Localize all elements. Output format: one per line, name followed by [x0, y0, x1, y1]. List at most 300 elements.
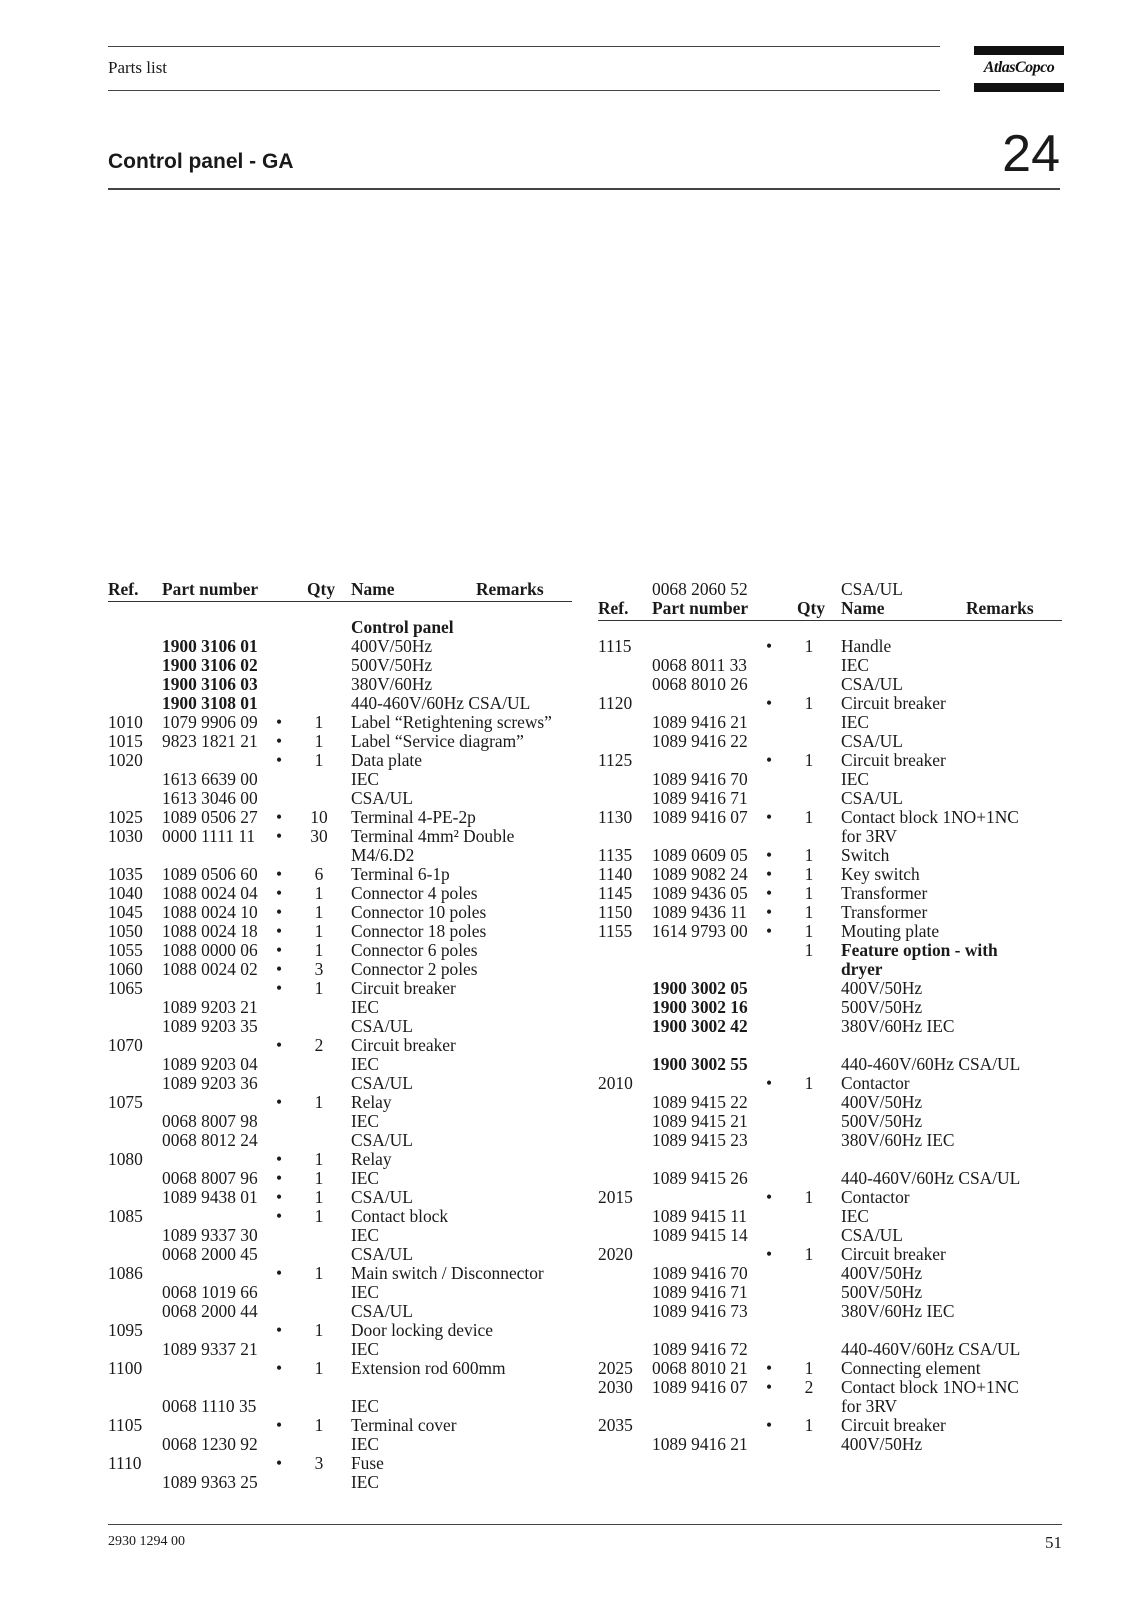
qty-cell: 1 — [804, 693, 814, 713]
table-row — [598, 694, 1062, 713]
qty-cell: 1 — [314, 1187, 324, 1207]
table-row — [108, 960, 572, 979]
name-cell: Fuse — [351, 1453, 384, 1473]
name-cell: Data plate — [351, 750, 422, 770]
name-cell: for 3RV — [841, 1396, 898, 1416]
bullet-cell: • — [766, 864, 773, 884]
ref-cell: 1155 — [598, 921, 633, 941]
col-header-qty: Qty — [307, 579, 336, 599]
bullet-cell: • — [276, 1168, 283, 1188]
left-rows — [108, 618, 572, 1492]
name-cell: CSA/UL — [351, 1130, 413, 1150]
name-cell: CSA/UL — [351, 1301, 413, 1321]
ref-cell: 1080 — [108, 1149, 143, 1169]
col-header-ref: Ref. — [108, 579, 139, 599]
ref-cell: 1060 — [108, 959, 143, 979]
name-cell: Label “Retightening screws” — [351, 712, 552, 732]
qty-cell: 1 — [804, 883, 814, 903]
table-row — [598, 1397, 1062, 1416]
table-row — [108, 846, 572, 865]
part-number-cell: 1088 0024 18 — [162, 921, 258, 941]
bullet-cell: • — [766, 902, 773, 922]
name-cell: Connector 6 poles — [351, 940, 478, 960]
name-cell: IEC — [841, 1206, 870, 1226]
col-header-remarks: Remarks — [966, 598, 1034, 618]
table-row — [598, 1264, 1062, 1283]
part-number-cell: 1089 9415 11 — [652, 1206, 748, 1226]
bullet-cell: • — [276, 921, 283, 941]
bullet-cell: • — [276, 712, 283, 732]
part-number-cell: 1089 9416 72 — [652, 1339, 748, 1359]
bullet-cell: • — [766, 883, 773, 903]
header-rule-bottom — [108, 90, 940, 91]
table-row — [108, 751, 572, 770]
table-row — [108, 770, 572, 789]
table-row — [108, 1074, 572, 1093]
table-row — [598, 884, 1062, 903]
ref-cell: 1085 — [108, 1206, 143, 1226]
table-row — [598, 827, 1062, 846]
page-number: 51 — [1045, 1533, 1062, 1552]
table-row — [108, 998, 572, 1017]
name-cell: Terminal cover — [351, 1415, 457, 1435]
name-cell: 380V/60Hz IEC — [841, 1301, 955, 1321]
ref-cell: 1086 — [108, 1263, 143, 1283]
table-row — [598, 1150, 1062, 1169]
name-cell: 380V/60Hz IEC — [841, 1130, 955, 1150]
name-cell: IEC — [351, 1054, 380, 1074]
name-cell: IEC — [841, 769, 870, 789]
table-row — [108, 1359, 572, 1378]
bullet-cell: • — [766, 807, 773, 827]
part-number-cell: 1614 9793 00 — [652, 921, 748, 941]
header-label: Parts list — [108, 58, 168, 77]
table-row — [598, 1435, 1062, 1454]
name-cell: Handle — [841, 636, 892, 656]
ref-cell: 1140 — [598, 864, 633, 884]
name-cell: Control panel — [351, 617, 454, 637]
qty-cell: 1 — [804, 1187, 814, 1207]
part-number-cell: 0068 8012 24 — [162, 1130, 258, 1150]
table-row — [598, 1055, 1062, 1074]
table-row — [598, 865, 1062, 884]
qty-cell: 3 — [314, 959, 324, 979]
name-cell: IEC — [351, 997, 380, 1017]
bullet-cell: • — [276, 807, 283, 827]
name-cell: Contactor — [841, 1073, 910, 1093]
name-cell: IEC — [351, 1472, 380, 1492]
table-row — [108, 903, 572, 922]
bullet-cell: • — [766, 845, 773, 865]
table-row — [108, 1416, 572, 1435]
bullet-cell: • — [766, 693, 773, 713]
table-row — [598, 1283, 1062, 1302]
part-number-cell: 1900 3106 01 — [162, 636, 258, 656]
name-cell: M4/6.D2 — [351, 845, 415, 865]
part-number-cell: 1089 9337 30 — [162, 1225, 258, 1245]
bullet-cell: • — [276, 1453, 283, 1473]
name-cell: IEC — [841, 655, 870, 675]
table-row — [108, 1150, 572, 1169]
table-row — [598, 1321, 1062, 1340]
name-cell: Door locking device — [351, 1320, 493, 1340]
table-row — [108, 789, 572, 808]
part-number-cell: 1900 3106 03 — [162, 674, 258, 694]
part-number-cell: 1089 9203 04 — [162, 1054, 258, 1074]
header-rule-top — [108, 46, 940, 47]
part-number-cell: 1089 9416 22 — [652, 731, 748, 751]
part-number-cell: 1089 9416 73 — [652, 1301, 748, 1321]
table-row — [108, 808, 572, 827]
table-row — [598, 1017, 1062, 1036]
qty-cell: 1 — [804, 636, 814, 656]
name-cell: dryer — [841, 959, 883, 979]
part-number-cell: 1089 9436 05 — [652, 883, 748, 903]
part-number-cell: 1089 9438 01 — [162, 1187, 258, 1207]
part-number-cell: 1089 9203 36 — [162, 1073, 258, 1093]
bullet-cell: • — [276, 940, 283, 960]
name-cell: 440-460V/60Hz CSA/UL — [841, 1339, 1021, 1359]
table-row — [108, 694, 572, 713]
carryover-row — [598, 580, 1062, 599]
qty-cell: 1 — [804, 940, 814, 960]
ref-cell: 1055 — [108, 940, 143, 960]
name-cell: 440-460V/60Hz CSA/UL — [841, 1168, 1021, 1188]
ref-cell: 2025 — [598, 1358, 633, 1378]
name-cell: 400V/50Hz — [841, 1092, 923, 1112]
logo-bar-top — [974, 46, 1064, 55]
bullet-cell: • — [276, 750, 283, 770]
name-cell: IEC — [841, 712, 870, 732]
bullet-cell: • — [276, 1035, 283, 1055]
part-number-cell: 0000 1111 11 — [162, 826, 256, 846]
qty-cell: 1 — [314, 940, 324, 960]
qty-cell: 2 — [314, 1035, 324, 1055]
part-number-cell: 1089 9415 22 — [652, 1092, 748, 1112]
ref-cell: 1130 — [598, 807, 633, 827]
bullet-cell: • — [276, 978, 283, 998]
table-row — [108, 1036, 572, 1055]
table-row — [108, 1226, 572, 1245]
col-header-ref: Ref. — [598, 598, 629, 618]
name-cell: Connecting element — [841, 1358, 981, 1378]
qty-cell: 1 — [314, 1168, 324, 1188]
name-cell: Circuit breaker — [841, 750, 946, 770]
table-row — [598, 1131, 1062, 1150]
qty-cell: 1 — [314, 1149, 324, 1169]
carryover-name: CSA/UL — [841, 579, 903, 599]
table-row — [108, 1283, 572, 1302]
bullet-cell: • — [276, 883, 283, 903]
bullet-cell: • — [276, 1320, 283, 1340]
name-cell: CSA/UL — [351, 1187, 413, 1207]
name-cell: Label “Service diagram” — [351, 731, 524, 751]
part-number-cell: 1900 3108 01 — [162, 693, 258, 713]
bullet-cell: • — [276, 902, 283, 922]
part-number-cell: 0068 8010 21 — [652, 1358, 748, 1378]
part-number-cell: 1900 3002 16 — [652, 997, 748, 1017]
name-cell: Transformer — [841, 883, 928, 903]
part-number-cell: 1089 0506 60 — [162, 864, 258, 884]
name-cell: Circuit breaker — [841, 1415, 946, 1435]
part-number-cell: 1613 6639 00 — [162, 769, 258, 789]
ref-cell: 1065 — [108, 978, 143, 998]
name-cell: Mouting plate — [841, 921, 940, 941]
name-cell: Extension rod 600mm — [351, 1358, 506, 1378]
part-number-cell: 1088 0024 04 — [162, 883, 258, 903]
ref-cell: 1145 — [598, 883, 633, 903]
qty-cell: 1 — [314, 712, 324, 732]
section-number: 24 — [1002, 125, 1060, 183]
table-row — [598, 1169, 1062, 1188]
table-row — [108, 941, 572, 960]
table-row — [598, 770, 1062, 789]
bullet-cell: • — [276, 1092, 283, 1112]
ref-cell: 1070 — [108, 1035, 143, 1055]
parts-table-left — [108, 580, 572, 1492]
qty-cell: 1 — [314, 921, 324, 941]
name-cell: IEC — [351, 1396, 380, 1416]
qty-cell: 1 — [804, 845, 814, 865]
name-cell: 400V/50Hz — [351, 636, 433, 656]
ref-cell: 1015 — [108, 731, 143, 751]
table-row — [108, 1131, 572, 1150]
qty-cell: 1 — [314, 731, 324, 751]
table-row — [598, 903, 1062, 922]
table-row — [598, 656, 1062, 675]
bullet-cell: • — [766, 750, 773, 770]
bullet-cell: • — [276, 731, 283, 751]
table-row — [108, 1302, 572, 1321]
part-number-cell: 1089 9415 26 — [652, 1168, 748, 1188]
table-row — [108, 1454, 572, 1473]
table-header-right — [598, 599, 1062, 618]
bullet-cell: • — [766, 636, 773, 656]
table-row — [108, 1169, 572, 1188]
qty-cell: 1 — [314, 902, 324, 922]
part-number-cell: 1089 9082 24 — [652, 864, 748, 884]
qty-cell: 1 — [804, 1073, 814, 1093]
part-number-cell: 1613 3046 00 — [162, 788, 258, 808]
part-number-cell: 0068 2000 44 — [162, 1301, 258, 1321]
qty-cell: 1 — [804, 864, 814, 884]
name-cell: IEC — [351, 1339, 380, 1359]
name-cell: 500V/50Hz — [351, 655, 433, 675]
part-number-cell: 1088 0000 06 — [162, 940, 258, 960]
part-number-cell: 1900 3002 55 — [652, 1054, 748, 1074]
table-row — [598, 1245, 1062, 1264]
table-row — [108, 1055, 572, 1074]
table-row — [598, 675, 1062, 694]
ref-cell: 1105 — [108, 1415, 143, 1435]
bullet-cell: • — [276, 1206, 283, 1226]
bullet-cell: • — [276, 1149, 283, 1169]
table-row — [108, 1473, 572, 1492]
ref-cell: 1120 — [598, 693, 633, 713]
name-cell: Terminal 4-PE-2p — [351, 807, 476, 827]
ref-cell: 1010 — [108, 712, 143, 732]
col-header-part-number: Part number — [162, 579, 259, 599]
name-cell: CSA/UL — [351, 1073, 413, 1093]
table-row — [598, 1226, 1062, 1245]
name-cell: 400V/50Hz — [841, 1263, 923, 1283]
table-row — [598, 960, 1062, 979]
table-row — [108, 1017, 572, 1036]
right-rows — [598, 637, 1062, 1454]
part-number-cell: 1089 9415 23 — [652, 1130, 748, 1150]
name-cell: CSA/UL — [841, 731, 903, 751]
name-cell: IEC — [351, 769, 380, 789]
name-cell: 440-460V/60Hz CSA/UL — [351, 693, 531, 713]
part-number-cell: 1089 9416 71 — [652, 788, 748, 808]
name-cell: Connector 4 poles — [351, 883, 478, 903]
name-cell: Contact block 1NO+1NC — [841, 1377, 1019, 1397]
table-row — [108, 1340, 572, 1359]
part-number-cell: 1088 0024 02 — [162, 959, 258, 979]
name-cell: Feature option - with — [841, 940, 998, 960]
part-number-cell: 1089 9415 21 — [652, 1111, 748, 1131]
bullet-cell: • — [766, 1358, 773, 1378]
table-row — [108, 1397, 572, 1416]
part-number-cell: 1089 9363 25 — [162, 1472, 258, 1492]
name-cell: Main switch / Disconnector — [351, 1263, 544, 1283]
table-row — [598, 1378, 1062, 1397]
part-number-cell: 1089 9416 21 — [652, 712, 748, 732]
col-header-remarks: Remarks — [476, 579, 544, 599]
bullet-cell: • — [276, 1263, 283, 1283]
part-number-cell: 1089 0506 27 — [162, 807, 258, 827]
qty-cell: 1 — [314, 1415, 324, 1435]
ref-cell: 1075 — [108, 1092, 143, 1112]
name-cell: CSA/UL — [351, 788, 413, 808]
qty-cell: 1 — [804, 921, 814, 941]
table-row — [598, 808, 1062, 827]
table-row — [598, 1416, 1062, 1435]
name-cell: Contact block 1NO+1NC — [841, 807, 1019, 827]
name-cell: Key switch — [841, 864, 920, 884]
part-number-cell: 0068 8010 26 — [652, 674, 748, 694]
qty-cell: 1 — [314, 1206, 324, 1226]
name-cell: Transformer — [841, 902, 928, 922]
ref-cell: 1040 — [108, 883, 143, 903]
ref-cell: 1025 — [108, 807, 143, 827]
col-header-name: Name — [351, 579, 395, 599]
name-cell: CSA/UL — [351, 1244, 413, 1264]
qty-cell: 1 — [314, 1092, 324, 1112]
name-cell: Circuit breaker — [841, 693, 946, 713]
name-cell: 440-460V/60Hz CSA/UL — [841, 1054, 1021, 1074]
table-row — [108, 618, 572, 637]
qty-cell: 2 — [804, 1377, 814, 1397]
part-number-cell: 1900 3002 42 — [652, 1016, 748, 1036]
table-row — [598, 732, 1062, 751]
part-number-cell: 1089 9416 21 — [652, 1434, 748, 1454]
ref-cell: 1125 — [598, 750, 633, 770]
ref-cell: 2030 — [598, 1377, 633, 1397]
qty-cell: 1 — [804, 750, 814, 770]
ref-cell: 1115 — [598, 636, 632, 656]
qty-cell: 3 — [314, 1453, 324, 1473]
part-number-cell: 1089 9416 07 — [652, 1377, 748, 1397]
table-row — [108, 732, 572, 751]
ref-cell: 1030 — [108, 826, 143, 846]
logo-text: AtlasCopco — [983, 59, 1055, 76]
qty-cell: 1 — [314, 1320, 324, 1340]
bullet-cell: • — [276, 826, 283, 846]
name-cell: CSA/UL — [351, 1016, 413, 1036]
title-rule — [108, 188, 1060, 190]
part-number-cell: 1089 9416 07 — [652, 807, 748, 827]
qty-cell: 1 — [314, 883, 324, 903]
bullet-cell: • — [766, 1187, 773, 1207]
ref-cell: 1135 — [598, 845, 633, 865]
bullet-cell: • — [766, 921, 773, 941]
bullet-cell: • — [276, 1187, 283, 1207]
ref-cell: 1020 — [108, 750, 143, 770]
name-cell: 400V/50Hz — [841, 1434, 923, 1454]
table-row — [108, 827, 572, 846]
qty-cell: 1 — [804, 902, 814, 922]
table-row — [108, 865, 572, 884]
ref-cell: 1050 — [108, 921, 143, 941]
table-row — [598, 1093, 1062, 1112]
qty-cell: 1 — [314, 1263, 324, 1283]
bullet-cell: • — [276, 1415, 283, 1435]
ref-cell: 2035 — [598, 1415, 633, 1435]
table-row — [598, 713, 1062, 732]
name-cell: 380V/60Hz — [351, 674, 433, 694]
table-row — [598, 1074, 1062, 1093]
name-cell: Relay — [351, 1092, 392, 1112]
part-number-cell: 0068 8007 96 — [162, 1168, 258, 1188]
name-cell: Circuit breaker — [351, 1035, 456, 1055]
name-cell: IEC — [351, 1111, 380, 1131]
parts-table-right — [598, 580, 1062, 1454]
qty-cell: 1 — [314, 750, 324, 770]
bullet-cell: • — [766, 1377, 773, 1397]
name-cell: 380V/60Hz IEC — [841, 1016, 955, 1036]
footer-doc-code: 2930 1294 00 — [108, 1534, 185, 1549]
table-row — [108, 1321, 572, 1340]
ref-cell: 2015 — [598, 1187, 633, 1207]
atlas-copco-logo — [974, 46, 1064, 92]
name-cell: IEC — [351, 1282, 380, 1302]
name-cell: CSA/UL — [841, 1225, 903, 1245]
table-row — [598, 922, 1062, 941]
qty-cell: 1 — [804, 1244, 814, 1264]
table-row — [108, 1245, 572, 1264]
ref-cell: 2020 — [598, 1244, 633, 1264]
table-row — [108, 1112, 572, 1131]
name-cell: 500V/50Hz — [841, 1111, 923, 1131]
name-cell: IEC — [351, 1225, 380, 1245]
part-number-cell: 1900 3002 05 — [652, 978, 748, 998]
part-number-cell: 0068 8011 33 — [652, 655, 748, 675]
part-number-cell: 0068 1019 66 — [162, 1282, 258, 1302]
part-number-cell: 1088 0024 10 — [162, 902, 258, 922]
table-header-left — [108, 580, 572, 599]
part-number-cell: 0068 2000 45 — [162, 1244, 258, 1264]
bullet-cell: • — [276, 1358, 283, 1378]
table-row — [598, 637, 1062, 656]
name-cell: Contactor — [841, 1187, 910, 1207]
part-number-cell: 1900 3106 02 — [162, 655, 258, 675]
part-number-cell: 0068 8007 98 — [162, 1111, 258, 1131]
name-cell: IEC — [351, 1168, 380, 1188]
table-row — [598, 998, 1062, 1017]
name-cell: Connector 2 poles — [351, 959, 478, 979]
table-row — [108, 1188, 572, 1207]
